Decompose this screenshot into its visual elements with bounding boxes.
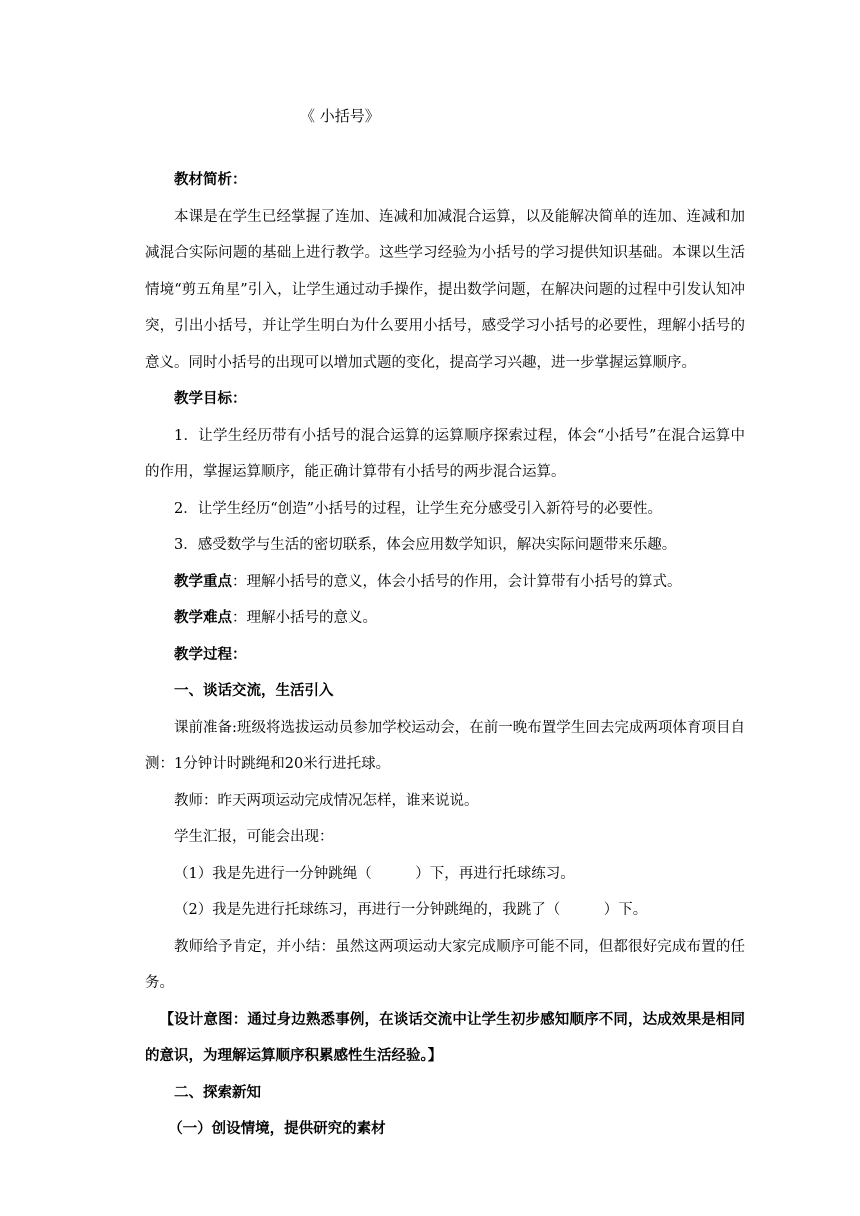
report-paragraph: 学生汇报，可能会出现： [174, 829, 334, 845]
difficulty-line [145, 600, 745, 637]
document-title: 《 小括号》 [300, 107, 380, 125]
key-point-line [145, 564, 745, 601]
summary-paragraph: 教师给予肯定，并小结：虽然这两项运动大家完成顺序可能不同，但都很好完成布置的任务。 [145, 938, 745, 991]
part2-sub-heading: （一）创设情境，提供研究的素材 [168, 1120, 386, 1137]
part1-heading: 一、谈话交流，生活引入 [174, 682, 334, 699]
goals-heading: 教学目标： [174, 390, 247, 407]
report-item-2: （2）我是先进行托球练习，再进行一分钟跳绳的，我跳了（ ）下。 [174, 902, 648, 918]
key-point-text: ：理解小括号的意义，体会小括号的作用，会计算带有小括号的算式。 [232, 573, 682, 590]
design-intent-paragraph: 【设计意图：通过身边熟悉事例，在谈话交流中让学生初步感知顺序不同，达成效果是相同的意识，为理解运算顺序积累感性生活经验。】 [145, 1010, 745, 1064]
key-point-label: 教学重点 [174, 572, 232, 590]
process-heading: 教学过程： [174, 645, 247, 663]
teacher-paragraph: 教师：昨天两项运动完成情况怎样，谁来说说。 [174, 792, 479, 809]
document-body [145, 162, 745, 1148]
report-item-1: （1）我是先进行一分钟跳绳（ ）下，再进行托球练习。 [174, 865, 575, 882]
goal-item-1: 1．让学生经历带有小括号的混合运算的运算顺序探索过程，体会“小括号”在混合运算中的作用，掌握运算顺序，能正确计算带有小括号的两步混合运算。 [145, 427, 745, 480]
material-heading: 教材简析： [174, 171, 247, 188]
part2-heading: 二、探索新知 [174, 1083, 261, 1101]
difficulty-label: 教学难点 [174, 609, 232, 626]
prep-paragraph: 课前准备:班级将选拔运动员参加学校运动会，在前一晚布置学生回去完成两项体育项目自测：1分钟计时跳绳和20米行进托球。 [145, 719, 745, 772]
difficulty-text: ：理解小括号的意义。 [232, 610, 377, 626]
goal-item-2: 2．让学生经历“创造”小括号的过程，让学生充分感受引入新符号的必要性。 [174, 500, 663, 517]
goal-item-3: 3．感受数学与生活的密切联系，体会应用数学知识，解决实际问题带来乐趣。 [174, 537, 677, 553]
material-paragraph: 本课是在学生已经掌握了连加、连减和加减混合运算，以及能解决简单的连加、连减和加减混合实际问题的基础上进行教学。这些学习经验为小括号的学习提供知识基础。本课以生活情境“剪五角星”引入，让学生通过动手操作，提出数学问题，在解决问题的过程中引发认知冲突，引出小括号，并让学生明白为什么要用小括号，感受学习小括号的必要性，理解小括号的意义。同时小括号的出现可以增加式题的变化，提高学习兴趣，进一步掌握运算顺序。 [145, 208, 745, 371]
